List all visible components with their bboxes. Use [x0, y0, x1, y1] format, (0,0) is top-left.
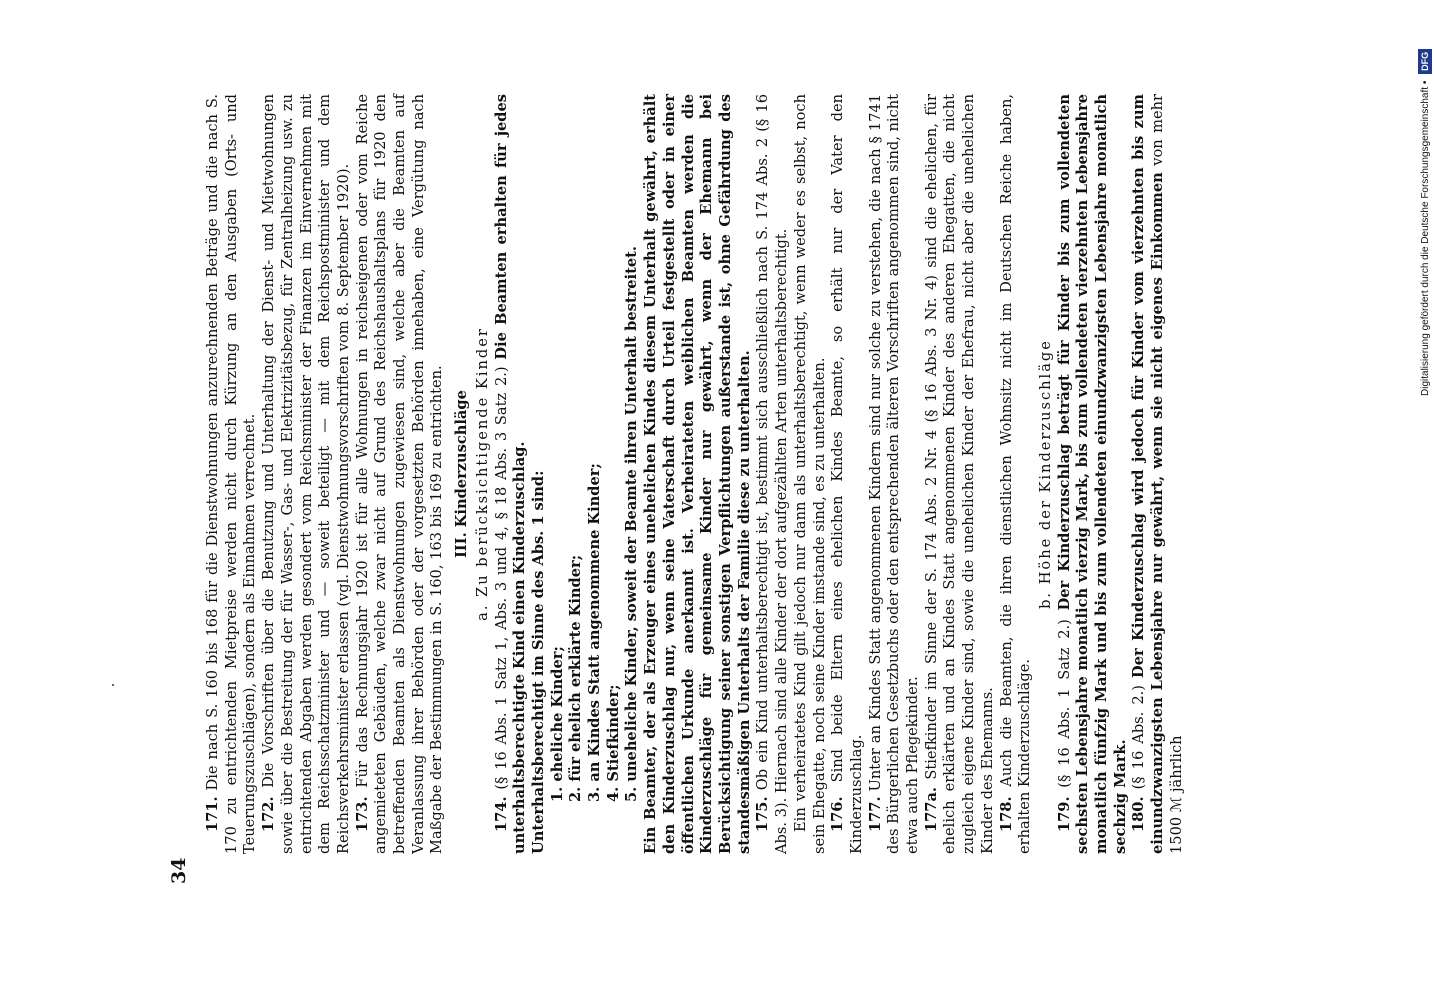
paragraph-175	[754, 94, 791, 854]
paragraph-number: 178.	[997, 796, 1015, 832]
paragraph-number: 172.	[260, 796, 278, 832]
paragraph-text: Ob ein Kind unterhaltsberechtigt ist, bestimmt sich ausschließlich nach S. 174 Abs. 2 (§ 16 Abs. 3). Hiernach sind alle Kinder der dort aufgezählten Arten unterhaltsberechtigt.	[754, 94, 791, 854]
subsection-heading-b: b. Höhe der Kinderzuschläge	[1036, 339, 1054, 609]
paragraph-180	[1130, 94, 1186, 854]
credit-line	[1418, 6, 1434, 396]
digitization-credit	[1418, 6, 1434, 396]
paragraph-173	[354, 94, 448, 854]
paragraph-number: 176.	[829, 796, 847, 832]
credit-text: Digitalisierung gefördert durch die Deutsche Forschungsgemeinschaft •	[1420, 80, 1431, 396]
scan-speck	[112, 684, 114, 686]
dfg-logo: DFG	[1418, 49, 1432, 74]
paragraph-174-closing: Ein Beamter, der als Erzeuger eines unehelichen Kindes diesem Unterhalt gewährt, erhält den Kinderzuschlag nur, wenn seine Vaterschaft durch Urteil festgestellt oder in einer öffentlichen Urkunde anerkannt ist. Verheirateten weiblichen Beamten werden die Kinderzuschläge für gemeinsame Kinder nur gewährt, wenn der Ehemann bei Berücksichtigung seiner sonstigen Verpflichtungen außerstande ist, ohne Gefährdung des standesmäßigen Unterhalts der Familie diese zu unterhalten.	[642, 94, 753, 854]
paragraph-number: 173.	[353, 796, 371, 832]
paragraph-179	[1056, 94, 1131, 854]
paragraph-text: Stiefkinder im Sinne der S. 174 Abs. 2 Nr. 4 (§ 16 Abs. 3 Nr. 4) sind die ehelichen, für ehelich erklärten und an Kindes Statt angenommenen Kinder des anderen Ehegatten, die nicht zugleich eigene Kinder sind, sowie die unehelichen Kinder der Ehefrau, nicht aber die unehelichen Kinder des Ehemanns.	[922, 94, 996, 854]
paragraph-176	[829, 94, 866, 854]
paragraph-text: Die Vorschriften über die Benutzung und Unterhaltung der Dienst- und Mietwohnungen sowie über die Bestreitung der für Wasser-, Gas- und Elektrizitätsbezug, für Zentralheizung usw. zu entrichtenden Abgaben werden gesondert vom Reichsminister der Finanzen im Einvernehmen mit dem Reichsschatzminister und — soweit beteiligt — mit dem Reichspostminister und dem Reichsverkehrsminister erlassen (vgl. Dienstwohnungsvorschriften vom 8. September 1920).	[260, 94, 352, 854]
page-number: 34	[168, 857, 190, 884]
paragraph-tail: von mehr 1500 ℳ jährlich	[1149, 93, 1185, 854]
paragraph-number: 177a.	[922, 787, 940, 832]
paragraph-text: Der Kinderzuschlag wird jedoch für Kinder vom vierzehnten bis zum einundzwanzigsten Lebensjahre nur gewährt, wenn sie nicht eigenes Einkommen	[1130, 94, 1167, 854]
paragraph-text: Für das Rechnungsjahr 1920 ist für alle Wohnungen in reichseigenen oder vom Reiche angemieteten Gebäuden, welche zwar nicht auf Grund des Reichshaushaltsplans für 1920 den betreffenden Beamten als Dienstwohnungen zugewiesen sind, welche aber die Beamten auf Veranlassung ihrer Behörden oder der vorgesetzten Behörden innehaben, eine Vergütung nach Maßgabe der Bestimmungen in S. 160, 163 bis 169 zu entrichten.	[353, 94, 446, 854]
paragraph-number: 174.	[492, 796, 510, 832]
paragraph-reference: (§ 16 Abs. 1 Satz 2.)	[1055, 619, 1073, 788]
paragraph-number: 171.	[204, 796, 221, 832]
paragraph-text: Der Kinderzuschlag beträgt für Kinder bis zum vollendeten sechsten Lebensjahre monatlich vierzig Mark, bis zum vollendeten vierzehnten Lebensjahre monatlich fünfzig Mark und bis zum vollendeten einundzwanzigsten Lebensjahre monatlich sechzig Mark.	[1055, 94, 1129, 854]
page-body	[204, 94, 1187, 854]
paragraph-text: Die Beamten erhalten für jedes unterhaltsberechtigte Kind einen Kinderzuschlag.	[492, 93, 529, 854]
paragraph-reference: (§ 16 Abs. 2.)	[1130, 685, 1148, 790]
paragraph-number: 180.	[1130, 796, 1148, 832]
paragraph-178	[998, 94, 1035, 854]
list-item: 4. Stiefkinder;	[604, 684, 622, 802]
paragraph-text: Sind beide Eltern eines ehelichen Kindes Beamte, so erhält nur der Vater den Kinderzuschlag.	[829, 94, 865, 854]
section-heading: III. Kinderzuschläge	[453, 390, 471, 558]
paragraph-text: Die nach S. 160 bis 168 für die Dienstwohnungen anzurechnenden Beträge und die nach S. 170 zu entrichtenden Mietpreise werden nicht durch Kürzung an den Ausgaben (Orts- und Teuerungszuschlägen), sondern als Einnahmen verrechnet.	[204, 94, 259, 854]
paragraph-number: 175.	[754, 796, 772, 832]
paragraph-177	[867, 94, 923, 854]
children-list	[549, 94, 643, 854]
list-item: 3. an Kindes Statt angenommene Kinder;	[586, 463, 604, 802]
paragraph-171	[204, 94, 260, 854]
subsection-heading-a: a. Zu berücksichtigende Kinder	[473, 327, 491, 621]
rotated-text-block	[168, 93, 1185, 884]
paragraph-text: Auch die Beamten, die ihren dienstlichen Wohnsitz nicht im Deutschen Reiche haben, erhalten Kinderzuschläge.	[997, 94, 1034, 854]
paragraph-number: 179.	[1055, 796, 1073, 832]
paragraph-reference: (§ 16 Abs. 1 Satz 1, Abs. 3 und 4, § 18 Abs. 3 Satz 2.)	[492, 366, 510, 790]
paragraph-177a	[923, 94, 998, 854]
paragraph-text: Unter an Kindes Statt angenommenen Kindern sind nur solche zu verstehen, die nach § 1741 des Bürgerlichen Gesetzbuchs oder den entsprechenden älteren Vorschriften angenommen sind, nicht etwa auch Pflegekinder.	[866, 93, 922, 854]
paragraph-172	[260, 94, 354, 854]
list-intro: Unterhaltsberechtigt im Sinne des Abs. 1 sind:	[529, 470, 547, 854]
paragraph-175-cont: Ein verheiratetes Kind gilt jedoch nur dann als unterhaltsberechtigt, wenn weder es selbst, noch sein Ehegatte, noch seine Kinder imstande sind, es zu unterhalten.	[791, 94, 828, 854]
paragraph-number: 177.	[866, 796, 884, 832]
list-item: 1. eheliche Kinder;	[548, 646, 566, 802]
list-item: 5. uneheliche Kinder, soweit der Beamte ihren Unterhalt bestreitet.	[623, 246, 641, 802]
paragraph-174	[493, 94, 530, 854]
list-item: 2. für ehelich erklärte Kinder;	[567, 554, 585, 802]
